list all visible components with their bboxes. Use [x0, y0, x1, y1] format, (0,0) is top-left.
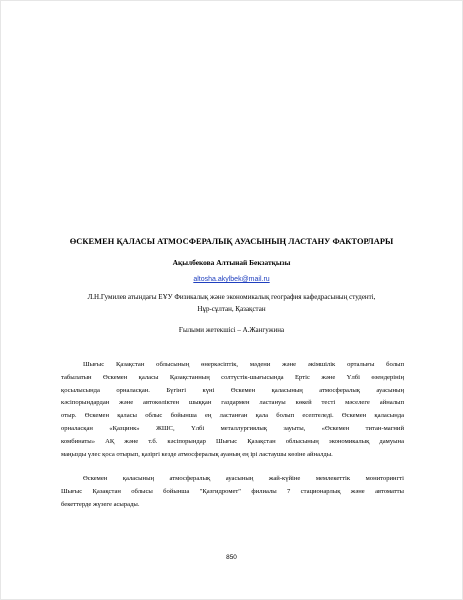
affiliation-line: Нұр-сұлтан, Қазақстан — [197, 305, 266, 313]
page-number: 850 — [226, 554, 237, 561]
paragraph-line: кәсіпорындардан және автокөліктен шыққан газдармен ластануы көкей тесті мәселеге айналып — [61, 399, 404, 407]
affiliation-line: Л.Н.Гумилев атындағы ЕҰУ Физикалық және экономикалық география кафедрасының студенті, — [87, 293, 376, 301]
paper-title: ӨСКЕМЕН ҚАЛАСЫ АТМОСФЕРАЛЫҚ АУАСЫНЫҢ ЛАСТАНУ ФАКТОРЛАРЫ — [69, 237, 394, 246]
body-paragraph — [61, 473, 404, 511]
author-email-link[interactable]: altosha.akylbek@mail.ru — [193, 276, 270, 283]
author-affiliation — [40, 291, 423, 315]
paragraph-line: орналасқан «Қазцинк» ЖШС, Үлбі металлургиялық зауыты, «Өскемен титан-магний — [61, 424, 404, 432]
paragraph-line: маңызды үлес қоса отырып, қазіргі кезде атмосфералық ауаның ең ірі ластаушы көзіне айналды. — [61, 450, 333, 458]
paragraph-line: бекеттерде жүзеге асырады. — [61, 500, 140, 508]
paragraph-line: отыр. Өскемен қаласы облыс бойынша ең ластанған қала болып есептеледі. Өскемен қаласында — [61, 412, 404, 420]
paragraph-line: Шығыс Қазақстан облысының өнеркәсіптік, мәдени және әкімшілік орталығы болып — [83, 361, 404, 368]
paragraph-line: табылатын Өскемен қаласы Қазақстанның солтүстік-шығысында Ертіс және Үлбі өзендерінің — [61, 373, 404, 381]
paragraph-line: комбинаты» АҚ және т.б. кәсіпорындар Шығыс Қазақстан облысының экономикалық дамуына — [61, 437, 404, 445]
paragraph-line: Шығыс Қазақстан облысы бойынша "Қазгидромет" филиалы 7 стационарлық және автоматты — [61, 487, 404, 495]
paragraph-line: қосылысында орналасқан. Бүгінгі күні Өскемен қаласының атмосфералық ауасының — [61, 386, 404, 394]
author-name: Ақылбекова Алтынай Бекзатқызы — [172, 258, 291, 267]
scientific-advisor: Ғылыми жетекшісі – А.Жангужина — [178, 326, 285, 334]
body-paragraph — [61, 359, 404, 461]
paragraph-line: Өскемен қаласының атмосфералық ауасының жай-күйіне мемлекеттік мониторингті — [83, 475, 404, 482]
